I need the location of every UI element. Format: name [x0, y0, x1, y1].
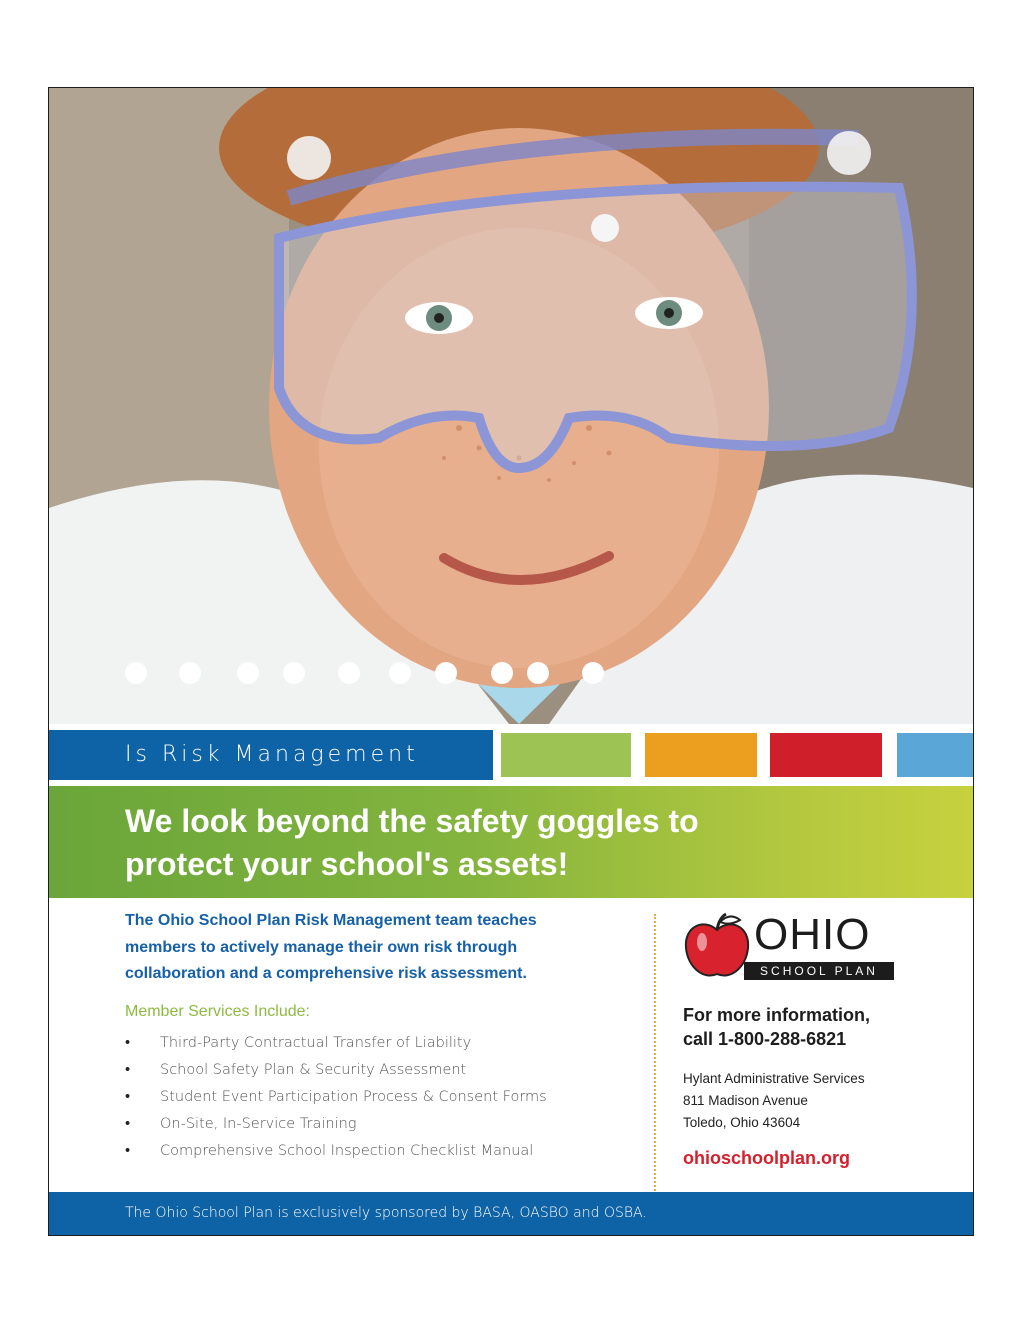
- contact-address: [683, 1068, 865, 1134]
- decorative-dot: [491, 662, 513, 684]
- service-item: • On-Site, In-Service Training: [125, 1116, 547, 1143]
- services-title: Member Services Include:: [125, 1003, 310, 1020]
- dotted-divider: [654, 914, 656, 1194]
- decorative-dot: [527, 662, 549, 684]
- contact-title-line1: For more information,: [683, 1005, 871, 1025]
- decorative-dot: [582, 662, 604, 684]
- decorative-dot: [283, 662, 305, 684]
- address-line1: Hylant Administrative Services: [683, 1071, 865, 1086]
- color-bar-row: [49, 730, 973, 780]
- tagline-text: Is Risk Management: [125, 742, 419, 767]
- orange-swatch: [645, 733, 757, 777]
- advertisement: [48, 87, 974, 1236]
- decorative-dot: [179, 662, 201, 684]
- decorative-dot: [237, 662, 259, 684]
- contact-phone: call 1-800-288-6821: [683, 1029, 847, 1049]
- red-swatch: [770, 733, 882, 777]
- decorative-dot: [338, 662, 360, 684]
- decorative-dot: [389, 662, 411, 684]
- decorative-dot: [435, 662, 457, 684]
- address-line3: Toledo, Ohio 43604: [683, 1115, 801, 1130]
- service-item: • Student Event Participation Process & Consent Forms: [125, 1089, 547, 1116]
- photo-illustration: [49, 88, 973, 724]
- logo-subword: SCHOOL PLAN: [744, 962, 894, 980]
- decorative-dot: [125, 662, 147, 684]
- hero-photo-boy-safety-goggles: [49, 88, 973, 724]
- headline-line1: We look beyond the safety goggles to: [125, 803, 699, 839]
- intro-paragraph: The Ohio School Plan Risk Management team teaches members to actively manage their own risk through collaboration and a comprehensive risk assessment.: [125, 912, 537, 982]
- service-item: • Comprehensive School Inspection Checklist Manual: [125, 1143, 547, 1170]
- footer-text: The Ohio School Plan is exclusively sponsored by BASA, OASBO and OSBA.: [125, 1205, 647, 1221]
- apple-icon: [682, 912, 752, 982]
- contact-title: [683, 1003, 923, 1051]
- services-list: [125, 1035, 547, 1170]
- logo-word: OHIO: [754, 910, 871, 959]
- website-link[interactable]: ohioschoolplan.org: [683, 1148, 850, 1168]
- footer-band: [49, 1192, 973, 1236]
- green-swatch: [501, 733, 631, 777]
- headline-band: [49, 786, 973, 898]
- service-item: • School Safety Plan & Security Assessment: [125, 1062, 547, 1089]
- headline-line2: protect your school's assets!: [125, 846, 569, 882]
- service-item: • Third-Party Contractual Transfer of Liability: [125, 1035, 547, 1062]
- address-line2: 811 Madison Avenue: [683, 1093, 808, 1108]
- tagline-band: [49, 730, 493, 780]
- ohio-school-plan-logo: [682, 912, 898, 982]
- lightblue-swatch: [897, 733, 973, 777]
- headline: [125, 800, 825, 886]
